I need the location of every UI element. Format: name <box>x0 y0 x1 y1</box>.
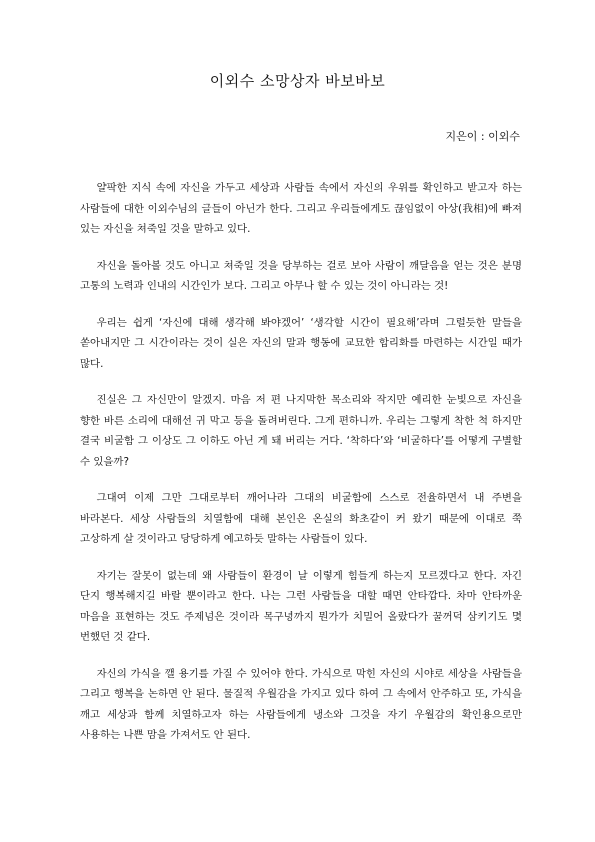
document-title: 이외수 소망상자 바보바보 <box>209 72 386 90</box>
author-line: 지은이 : 이외수 <box>445 130 520 143</box>
paragraph-3: 우리는 쉽게 ‘자신에 대해 생각해 봐야겠어’ ‘생각할 시간이 필요해’라며 그럴듯한 말들을 쏟아내지만 그 시간이라는 것이 실은 자신의 말과 행동에 교묘한 합리화를 마련하는 시간일 때가 많다. <box>80 316 522 370</box>
paragraph-5: 그대여 이제 그만 그대로부터 깨어나라 그대의 비굴함에 스스로 전율하면서 내 주변을 바라본다. 세상 사람들의 치열함에 대해 본인은 온실의 화초같이 커 왔기 때문에 이대로 쭉 고상하게 살 것이라고 당당하게 예고하듯 말하는 사람들이 있다. <box>80 492 522 545</box>
paragraph-6: 자기는 잘못이 없는데 왜 사람들이 환경이 날 이렇게 힘들게 하는지 모르겠다고 한다. 자긴 단지 행복해지길 바랄 뿐이라고 한다. 나는 그런 사람들을 대할 때면 안타깝다. 차마 안타까운 마음을 표현하는 것도 주제넘은 것이라 목구녕까지 뭔가가 치밀어 올랐다가 꿀꺼덕 삼키기도 몇 번했던 것 같다. <box>80 569 522 643</box>
paragraph-7: 자신의 가식을 깰 용기를 가질 수 있어야 한다. 가식으로 막힌 자신의 시야로 세상을 사람들을 그리고 행복을 논하면 안 된다. 물질적 우월감을 가지고 있다 하여 그 속에서 안주하고 또, 가식을 깨고 세상과 함께 치열하고자 하는 사람들에게 냉소와 그것을 자기 우월감의 확인용으로만 사용하는 나쁜 맘을 가져서도 안 된다. <box>80 667 522 741</box>
paragraph-1: 얄팍한 지식 속에 자신을 가두고 세상과 사람들 속에서 자신의 우위를 확인하고 받고자 하는 사람들에 대한 이외수님의 글들이 아닌가 한다. 그리고 우리들에게도 끊임없이 아상(我相)에 빠져 있는 자신을 쳐죽일 것을 말하고 있다. <box>80 182 522 235</box>
document-body <box>80 178 522 762</box>
paragraph-2: 자신을 돌아볼 것도 아니고 쳐죽일 것을 당부하는 걸로 보아 사람이 깨달음을 얻는 것은 분명 고통의 노력과 인내의 시간인가 보다. 그리고 아무나 할 수 있는 것이 아니라는 것! <box>80 259 522 292</box>
paragraph-4: 진실은 그 자신만이 알겠지. 마음 저 편 나지막한 목소리와 작지만 예리한 눈빛으로 자신을 향한 바른 소리에 대해선 귀 막고 등을 돌려버린다. 그게 편하니까. 우리는 그렇게 착한 척 하지만 결국 비굴함 그 이상도 그 이하도 아닌 게 돼 버리는 거다. ‘착하다’와 ‘비굴하다’를 어떻게 구별할 수 있을까? <box>80 394 522 468</box>
